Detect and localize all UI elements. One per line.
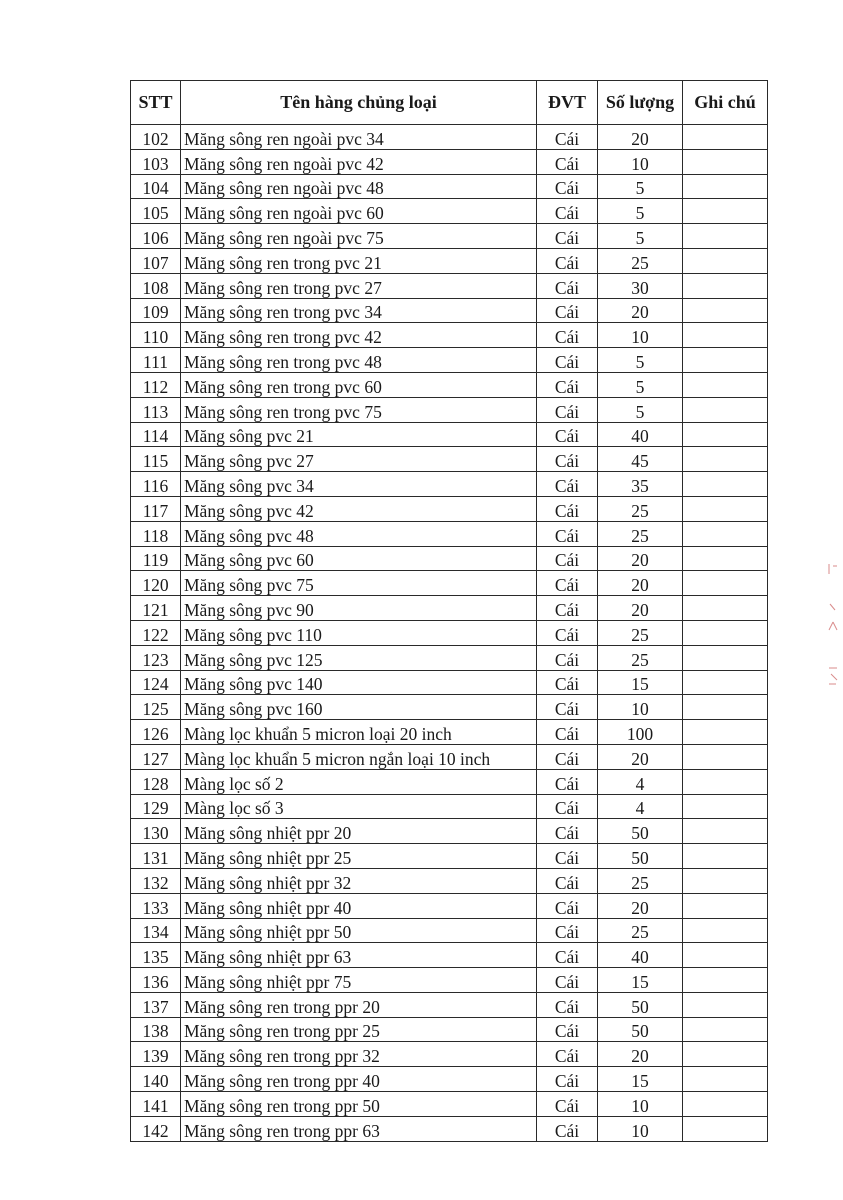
quantity-cell: 30 xyxy=(598,273,683,298)
unit-cell: Cái xyxy=(537,1067,598,1092)
row-number-cell: 129 xyxy=(131,794,181,819)
table-row xyxy=(131,645,768,670)
unit-cell: Cái xyxy=(537,645,598,670)
table-row xyxy=(131,1092,768,1117)
quantity-cell: 5 xyxy=(598,372,683,397)
row-number-cell: 107 xyxy=(131,248,181,273)
quantity-cell: 25 xyxy=(598,496,683,521)
item-name-cell: Màng lọc khuẩn 5 micron loại 20 inch xyxy=(181,720,537,745)
row-number-cell: 109 xyxy=(131,298,181,323)
item-name-cell: Măng sông nhiệt ppr 40 xyxy=(181,893,537,918)
quantity-cell: 50 xyxy=(598,992,683,1017)
unit-cell: Cái xyxy=(537,273,598,298)
item-name-cell: Măng sông nhiệt ppr 20 xyxy=(181,819,537,844)
item-name-cell: Măng sông ren ngoài pvc 42 xyxy=(181,149,537,174)
note-cell xyxy=(683,819,768,844)
note-cell xyxy=(683,248,768,273)
row-number-cell: 120 xyxy=(131,571,181,596)
table-row xyxy=(131,943,768,968)
table-row xyxy=(131,720,768,745)
row-number-cell: 118 xyxy=(131,521,181,546)
table-row xyxy=(131,819,768,844)
row-number-cell: 105 xyxy=(131,199,181,224)
unit-cell: Cái xyxy=(537,125,598,150)
table-row xyxy=(131,1067,768,1092)
note-cell xyxy=(683,596,768,621)
item-name-cell: Măng sông ren trong pvc 21 xyxy=(181,248,537,273)
goods-list-table xyxy=(130,80,768,1142)
stamp-edge-mark xyxy=(826,560,840,693)
quantity-cell: 25 xyxy=(598,918,683,943)
unit-cell: Cái xyxy=(537,149,598,174)
item-name-cell: Măng sông nhiệt ppr 32 xyxy=(181,868,537,893)
table-row xyxy=(131,397,768,422)
unit-cell: Cái xyxy=(537,695,598,720)
table-row xyxy=(131,844,768,869)
note-cell xyxy=(683,670,768,695)
table-row xyxy=(131,496,768,521)
unit-cell: Cái xyxy=(537,472,598,497)
table-row xyxy=(131,918,768,943)
note-cell xyxy=(683,496,768,521)
table-body xyxy=(131,125,768,1142)
row-number-cell: 127 xyxy=(131,744,181,769)
note-cell xyxy=(683,968,768,993)
quantity-cell: 25 xyxy=(598,868,683,893)
unit-cell: Cái xyxy=(537,596,598,621)
note-cell xyxy=(683,372,768,397)
note-cell xyxy=(683,447,768,472)
note-cell xyxy=(683,744,768,769)
item-name-cell: Măng sông ren trong pvc 42 xyxy=(181,323,537,348)
row-number-cell: 136 xyxy=(131,968,181,993)
quantity-cell: 35 xyxy=(598,472,683,497)
note-cell xyxy=(683,174,768,199)
row-number-cell: 111 xyxy=(131,348,181,373)
note-cell xyxy=(683,224,768,249)
table-row xyxy=(131,968,768,993)
row-number-cell: 142 xyxy=(131,1116,181,1141)
row-number-cell: 130 xyxy=(131,819,181,844)
row-number-cell: 121 xyxy=(131,596,181,621)
item-name-cell: Màng lọc số 3 xyxy=(181,794,537,819)
unit-cell: Cái xyxy=(537,323,598,348)
row-number-cell: 124 xyxy=(131,670,181,695)
item-name-cell: Măng sông pvc 21 xyxy=(181,422,537,447)
row-number-cell: 125 xyxy=(131,695,181,720)
quantity-cell: 40 xyxy=(598,422,683,447)
row-number-cell: 135 xyxy=(131,943,181,968)
row-number-cell: 133 xyxy=(131,893,181,918)
item-name-cell: Măng sông ren ngoài pvc 34 xyxy=(181,125,537,150)
table-row xyxy=(131,323,768,348)
table-row xyxy=(131,149,768,174)
item-name-cell: Măng sông ren trong pvc 75 xyxy=(181,397,537,422)
row-number-cell: 138 xyxy=(131,1017,181,1042)
row-number-cell: 128 xyxy=(131,769,181,794)
unit-cell: Cái xyxy=(537,298,598,323)
table-header xyxy=(131,81,768,125)
item-name-cell: Măng sông pvc 160 xyxy=(181,695,537,720)
item-name-cell: Măng sông nhiệt ppr 75 xyxy=(181,968,537,993)
item-name-cell: Măng sông pvc 110 xyxy=(181,620,537,645)
unit-cell: Cái xyxy=(537,521,598,546)
item-name-cell: Măng sông pvc 75 xyxy=(181,571,537,596)
unit-cell: Cái xyxy=(537,397,598,422)
note-cell xyxy=(683,695,768,720)
row-number-cell: 104 xyxy=(131,174,181,199)
item-name-cell: Măng sông ren trong ppr 20 xyxy=(181,992,537,1017)
note-cell xyxy=(683,868,768,893)
quantity-cell: 25 xyxy=(598,521,683,546)
table-row xyxy=(131,992,768,1017)
quantity-cell: 100 xyxy=(598,720,683,745)
note-cell xyxy=(683,397,768,422)
note-cell xyxy=(683,620,768,645)
unit-cell: Cái xyxy=(537,546,598,571)
quantity-cell: 4 xyxy=(598,769,683,794)
unit-cell: Cái xyxy=(537,868,598,893)
quantity-cell: 10 xyxy=(598,1116,683,1141)
unit-cell: Cái xyxy=(537,447,598,472)
note-cell xyxy=(683,1017,768,1042)
note-cell xyxy=(683,720,768,745)
unit-cell: Cái xyxy=(537,620,598,645)
quantity-cell: 20 xyxy=(598,596,683,621)
table-row xyxy=(131,348,768,373)
table-row xyxy=(131,868,768,893)
quantity-cell: 5 xyxy=(598,174,683,199)
quantity-cell: 20 xyxy=(598,744,683,769)
row-number-cell: 119 xyxy=(131,546,181,571)
header-quantity: Số lượng xyxy=(598,81,683,125)
note-cell xyxy=(683,298,768,323)
table-row xyxy=(131,125,768,150)
item-name-cell: Măng sông nhiệt ppr 25 xyxy=(181,844,537,869)
item-name-cell: Măng sông ren trong ppr 50 xyxy=(181,1092,537,1117)
row-number-cell: 126 xyxy=(131,720,181,745)
item-name-cell: Măng sông ren trong ppr 32 xyxy=(181,1042,537,1067)
row-number-cell: 116 xyxy=(131,472,181,497)
table-row xyxy=(131,695,768,720)
quantity-cell: 20 xyxy=(598,1042,683,1067)
note-cell xyxy=(683,769,768,794)
table-row xyxy=(131,372,768,397)
item-name-cell: Măng sông ren trong ppr 40 xyxy=(181,1067,537,1092)
item-name-cell: Măng sông pvc 42 xyxy=(181,496,537,521)
row-number-cell: 103 xyxy=(131,149,181,174)
note-cell xyxy=(683,323,768,348)
quantity-cell: 4 xyxy=(598,794,683,819)
item-name-cell: Măng sông ren trong pvc 34 xyxy=(181,298,537,323)
note-cell xyxy=(683,571,768,596)
table-row xyxy=(131,1116,768,1141)
unit-cell: Cái xyxy=(537,720,598,745)
note-cell xyxy=(683,1042,768,1067)
table-row xyxy=(131,1042,768,1067)
item-name-cell: Măng sông nhiệt ppr 50 xyxy=(181,918,537,943)
unit-cell: Cái xyxy=(537,571,598,596)
quantity-cell: 5 xyxy=(598,199,683,224)
note-cell xyxy=(683,794,768,819)
note-cell xyxy=(683,893,768,918)
unit-cell: Cái xyxy=(537,893,598,918)
row-number-cell: 137 xyxy=(131,992,181,1017)
quantity-cell: 50 xyxy=(598,819,683,844)
unit-cell: Cái xyxy=(537,224,598,249)
quantity-cell: 20 xyxy=(598,571,683,596)
unit-cell: Cái xyxy=(537,992,598,1017)
note-cell xyxy=(683,1116,768,1141)
header-stt: STT xyxy=(131,81,181,125)
table-row xyxy=(131,571,768,596)
unit-cell: Cái xyxy=(537,174,598,199)
table-row xyxy=(131,769,768,794)
table-row xyxy=(131,794,768,819)
red-stamp-fragment-icon xyxy=(826,560,840,690)
table-row xyxy=(131,199,768,224)
row-number-cell: 123 xyxy=(131,645,181,670)
unit-cell: Cái xyxy=(537,670,598,695)
quantity-cell: 10 xyxy=(598,323,683,348)
unit-cell: Cái xyxy=(537,372,598,397)
quantity-cell: 15 xyxy=(598,1067,683,1092)
quantity-cell: 25 xyxy=(598,645,683,670)
unit-cell: Cái xyxy=(537,844,598,869)
item-name-cell: Măng sông nhiệt ppr 63 xyxy=(181,943,537,968)
note-cell xyxy=(683,422,768,447)
quantity-cell: 15 xyxy=(598,968,683,993)
row-number-cell: 134 xyxy=(131,918,181,943)
item-name-cell: Măng sông ren trong ppr 63 xyxy=(181,1116,537,1141)
note-cell xyxy=(683,645,768,670)
header-item-name: Tên hàng chủng loại xyxy=(181,81,537,125)
row-number-cell: 114 xyxy=(131,422,181,447)
unit-cell: Cái xyxy=(537,968,598,993)
quantity-cell: 5 xyxy=(598,224,683,249)
row-number-cell: 106 xyxy=(131,224,181,249)
quantity-cell: 5 xyxy=(598,397,683,422)
item-name-cell: Măng sông pvc 140 xyxy=(181,670,537,695)
header-unit: ĐVT xyxy=(537,81,598,125)
item-name-cell: Màng lọc khuẩn 5 micron ngắn loại 10 inch xyxy=(181,744,537,769)
unit-cell: Cái xyxy=(537,496,598,521)
document-table-container xyxy=(130,80,767,1142)
table-row xyxy=(131,670,768,695)
quantity-cell: 10 xyxy=(598,695,683,720)
row-number-cell: 108 xyxy=(131,273,181,298)
table-row xyxy=(131,248,768,273)
item-name-cell: Măng sông pvc 90 xyxy=(181,596,537,621)
item-name-cell: Măng sông pvc 27 xyxy=(181,447,537,472)
unit-cell: Cái xyxy=(537,769,598,794)
note-cell xyxy=(683,199,768,224)
note-cell xyxy=(683,1067,768,1092)
row-number-cell: 110 xyxy=(131,323,181,348)
note-cell xyxy=(683,546,768,571)
note-cell xyxy=(683,1092,768,1117)
quantity-cell: 15 xyxy=(598,670,683,695)
item-name-cell: Măng sông pvc 125 xyxy=(181,645,537,670)
note-cell xyxy=(683,521,768,546)
row-number-cell: 140 xyxy=(131,1067,181,1092)
unit-cell: Cái xyxy=(537,744,598,769)
table-row xyxy=(131,521,768,546)
unit-cell: Cái xyxy=(537,422,598,447)
item-name-cell: Măng sông ren ngoài pvc 75 xyxy=(181,224,537,249)
quantity-cell: 10 xyxy=(598,1092,683,1117)
item-name-cell: Măng sông pvc 34 xyxy=(181,472,537,497)
item-name-cell: Măng sông pvc 60 xyxy=(181,546,537,571)
quantity-cell: 25 xyxy=(598,620,683,645)
quantity-cell: 25 xyxy=(598,248,683,273)
note-cell xyxy=(683,149,768,174)
note-cell xyxy=(683,918,768,943)
table-row xyxy=(131,447,768,472)
note-cell xyxy=(683,844,768,869)
table-row xyxy=(131,1017,768,1042)
unit-cell: Cái xyxy=(537,248,598,273)
table-row xyxy=(131,174,768,199)
row-number-cell: 122 xyxy=(131,620,181,645)
table-row xyxy=(131,224,768,249)
note-cell xyxy=(683,992,768,1017)
header-row xyxy=(131,81,768,125)
row-number-cell: 112 xyxy=(131,372,181,397)
row-number-cell: 113 xyxy=(131,397,181,422)
item-name-cell: Măng sông ren trong pvc 48 xyxy=(181,348,537,373)
note-cell xyxy=(683,472,768,497)
note-cell xyxy=(683,273,768,298)
table-row xyxy=(131,744,768,769)
row-number-cell: 141 xyxy=(131,1092,181,1117)
row-number-cell: 139 xyxy=(131,1042,181,1067)
row-number-cell: 115 xyxy=(131,447,181,472)
quantity-cell: 20 xyxy=(598,298,683,323)
table-row xyxy=(131,422,768,447)
table-row xyxy=(131,472,768,497)
unit-cell: Cái xyxy=(537,918,598,943)
quantity-cell: 5 xyxy=(598,348,683,373)
quantity-cell: 20 xyxy=(598,125,683,150)
table-row xyxy=(131,273,768,298)
quantity-cell: 45 xyxy=(598,447,683,472)
quantity-cell: 10 xyxy=(598,149,683,174)
table-row xyxy=(131,893,768,918)
note-cell xyxy=(683,348,768,373)
unit-cell: Cái xyxy=(537,1092,598,1117)
table-row xyxy=(131,298,768,323)
item-name-cell: Măng sông ren ngoài pvc 60 xyxy=(181,199,537,224)
item-name-cell: Măng sông ren trong pvc 27 xyxy=(181,273,537,298)
row-number-cell: 102 xyxy=(131,125,181,150)
note-cell xyxy=(683,125,768,150)
unit-cell: Cái xyxy=(537,943,598,968)
row-number-cell: 117 xyxy=(131,496,181,521)
quantity-cell: 20 xyxy=(598,546,683,571)
unit-cell: Cái xyxy=(537,1017,598,1042)
quantity-cell: 20 xyxy=(598,893,683,918)
item-name-cell: Măng sông ren trong ppr 25 xyxy=(181,1017,537,1042)
unit-cell: Cái xyxy=(537,1116,598,1141)
item-name-cell: Măng sông pvc 48 xyxy=(181,521,537,546)
item-name-cell: Màng lọc số 2 xyxy=(181,769,537,794)
table-row xyxy=(131,546,768,571)
item-name-cell: Măng sông ren trong pvc 60 xyxy=(181,372,537,397)
unit-cell: Cái xyxy=(537,1042,598,1067)
unit-cell: Cái xyxy=(537,819,598,844)
unit-cell: Cái xyxy=(537,794,598,819)
item-name-cell: Măng sông ren ngoài pvc 48 xyxy=(181,174,537,199)
note-cell xyxy=(683,943,768,968)
quantity-cell: 40 xyxy=(598,943,683,968)
table-row xyxy=(131,596,768,621)
unit-cell: Cái xyxy=(537,199,598,224)
header-note: Ghi chú xyxy=(683,81,768,125)
row-number-cell: 132 xyxy=(131,868,181,893)
quantity-cell: 50 xyxy=(598,844,683,869)
table-row xyxy=(131,620,768,645)
unit-cell: Cái xyxy=(537,348,598,373)
quantity-cell: 50 xyxy=(598,1017,683,1042)
row-number-cell: 131 xyxy=(131,844,181,869)
